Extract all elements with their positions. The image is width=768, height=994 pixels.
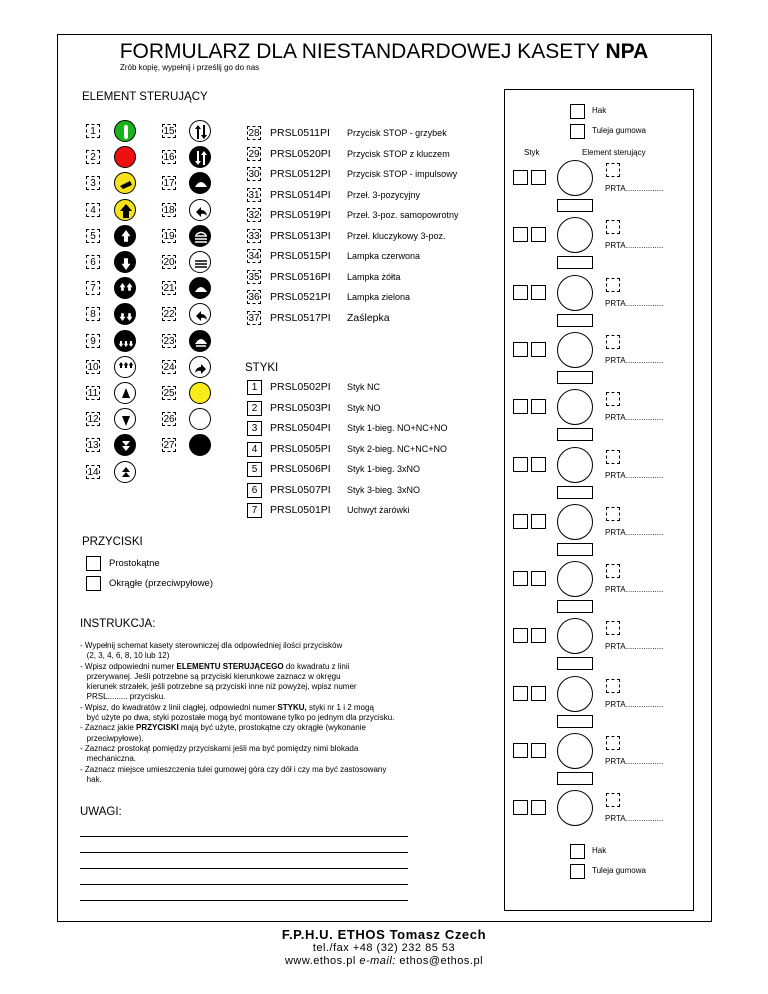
blokada-rect[interactable]: [557, 715, 593, 728]
footer-email[interactable]: ethos@ethos.pl: [399, 955, 484, 967]
element-number-slot[interactable]: [606, 507, 620, 521]
arrow-up-icon: [114, 225, 136, 247]
prta-label: PRTA.................: [605, 527, 664, 537]
styk-slot-box[interactable]: [531, 514, 546, 529]
uwagi-line[interactable]: [80, 836, 408, 837]
instrukcja-line: (2, 3, 4, 6, 8, 10 lub 12): [80, 651, 170, 661]
element-number-box[interactable]: 6: [86, 255, 100, 269]
element-number-box[interactable]: 20: [163, 257, 175, 268]
prta-label: PRTA.................: [605, 814, 664, 824]
element-slot-circle[interactable]: [557, 389, 593, 425]
styk-code: PRSL0505PI: [270, 442, 331, 455]
arrow-up-outline-icon: [114, 382, 136, 404]
element-number-box[interactable]: 8: [86, 307, 100, 321]
styk-code: PRSL0504PI: [270, 422, 331, 434]
prta-label: PRTA.................: [605, 470, 664, 480]
styk-number-box[interactable]: 1: [247, 380, 262, 395]
styk-slot-box[interactable]: [513, 628, 528, 643]
styk-code: PRSL0503PI: [270, 401, 331, 414]
mushroom-icon: [189, 172, 211, 194]
hak-top-checkbox[interactable]: [570, 104, 585, 119]
blokada-rect[interactable]: [557, 600, 593, 613]
element-slot-circle[interactable]: [557, 332, 593, 368]
styk-slot-box[interactable]: [513, 342, 528, 357]
footer-phone: tel./fax +48 (32) 232 85 53: [312, 942, 456, 954]
product-number-box[interactable]: 29: [248, 148, 260, 160]
blokada-rect[interactable]: [557, 772, 593, 785]
form-subtitle: Zrób kopię, wypełnij i prześlij go do nas: [120, 63, 260, 72]
product-number-box[interactable]: 37: [248, 312, 260, 324]
styk-slot-box[interactable]: [531, 686, 546, 701]
product-code: PRSL0516PI: [270, 270, 331, 283]
uwagi-line[interactable]: [80, 884, 408, 885]
hak-bottom-label: Hak: [592, 846, 607, 855]
element-number-slot[interactable]: [606, 220, 620, 234]
product-desc: Lampka zielona: [347, 292, 411, 302]
styk-number-box[interactable]: 4: [247, 442, 262, 457]
tuleja-bottom-checkbox[interactable]: [570, 864, 585, 879]
form-title: FORMULARZ DLA NIESTANDARDOWEJ KASETY NPA: [119, 40, 649, 63]
element-number-slot[interactable]: [606, 163, 620, 177]
element-slot-circle[interactable]: [557, 676, 593, 712]
mushroom-arrow-left-icon: [189, 330, 211, 352]
element-number-box[interactable]: 10: [87, 361, 99, 373]
element-number-box[interactable]: 25: [163, 388, 175, 399]
arrow-down-outline-icon: [114, 408, 136, 430]
styk-slot-box[interactable]: [513, 571, 528, 586]
element-number-box[interactable]: 16: [163, 152, 175, 164]
prta-label: PRTA.................: [605, 642, 664, 652]
blokada-rect[interactable]: [557, 657, 593, 670]
hak-top-label: Hak: [592, 106, 607, 115]
blokada-rect[interactable]: [557, 428, 593, 441]
instrukcja-line: - Wpisz odpowiedni numer ELEMENTU STERUJĄCEGO do kwadratu z linii: [80, 661, 350, 671]
element-column-label: Element sterujący: [582, 148, 646, 157]
element-number-slot[interactable]: [606, 450, 620, 464]
instrukcja-line: hak.: [80, 774, 102, 784]
instrukcja-line: - Wpisz, do kwadratów z linii ciągłej, odpowiedni numer STYKU, styki nr 1 i 2 mogą: [80, 702, 374, 712]
styk-desc: Styk NC: [347, 382, 381, 392]
product-number-box[interactable]: 30: [248, 169, 260, 180]
element-number-box[interactable]: 15: [163, 126, 175, 137]
product-desc: Przycisk STOP z kluczem: [347, 148, 450, 159]
styk-desc: Styk 3-bieg. 3xNO: [347, 484, 421, 495]
styk-slot-box[interactable]: [531, 743, 546, 758]
element-number-box[interactable]: 3: [86, 176, 100, 190]
styk-slot-box[interactable]: [531, 628, 546, 643]
tuleja-top-label: Tuleja gumowa: [592, 126, 646, 135]
curved-arrow-right-icon: [189, 356, 211, 378]
product-desc: Przeł. kluczykowy 3-poz.: [347, 230, 446, 241]
product-number-box[interactable]: 36: [248, 292, 260, 303]
element-section-heading: ELEMENT STERUJĄCY: [82, 91, 208, 103]
styk-slot-box[interactable]: [513, 399, 528, 414]
element-number-box[interactable]: 19: [163, 230, 175, 242]
styk-code: PRSL0501PI: [270, 504, 331, 516]
element-number-slot[interactable]: [606, 564, 620, 578]
styk-desc: Styk NO: [347, 402, 381, 413]
element-number-box[interactable]: 7: [86, 281, 100, 295]
styk-slot-box[interactable]: [531, 170, 546, 185]
cassette-panel: [504, 89, 694, 911]
product-desc: Lampka żółta: [347, 271, 401, 282]
product-desc: Lampka czerwona: [347, 251, 421, 261]
styk-slot-box[interactable]: [513, 514, 528, 529]
uwagi-line[interactable]: [80, 868, 408, 869]
double-arrow-down-icon: [114, 303, 136, 325]
product-code: PRSL0521PI: [270, 291, 331, 303]
styk-slot-box[interactable]: [513, 227, 528, 242]
prta-label: PRTA.................: [605, 298, 664, 308]
footer-contact: [0, 955, 768, 967]
styk-number-box[interactable]: 7: [247, 503, 262, 518]
footer-web[interactable]: www.ethos.pl: [284, 955, 356, 967]
element-slot-circle[interactable]: [557, 561, 593, 597]
element-slot-circle[interactable]: [557, 160, 593, 196]
blokada-rect[interactable]: [557, 486, 593, 499]
instrukcja-line: - Wypełnij schemat kasety sterowniczej dla odpowiedniej ilości przycisków: [80, 641, 343, 650]
element-number-slot[interactable]: [606, 793, 620, 807]
product-number-box[interactable]: 35: [248, 271, 260, 283]
styk-slot-box[interactable]: [513, 457, 528, 472]
element-number-slot[interactable]: [606, 335, 620, 349]
element-number-box[interactable]: 26: [163, 414, 175, 426]
product-code: PRSL0515PI: [270, 250, 331, 262]
product-number-box[interactable]: 31: [248, 189, 260, 201]
instrukcja-line: przeciwpyłowe).: [80, 733, 144, 743]
element-number-box[interactable]: 14: [87, 466, 99, 478]
curved-arrow-left-icon: [189, 199, 211, 221]
styk-code: PRSL0506PI: [270, 463, 331, 475]
styki-heading: STYKI: [245, 362, 279, 374]
element-number-box[interactable]: 11: [87, 388, 99, 399]
element-number-box[interactable]: 9: [86, 334, 100, 348]
footer-company: F.P.H.U. ETHOS Tomasz Czech: [281, 927, 487, 942]
green-pill-icon: [114, 120, 136, 142]
instrukcja-line: być użyte po dwa, styki pozostałe mogą być montowane tylko po jednym dla przycisku.: [80, 713, 395, 723]
down-up-arrows-icon: [189, 146, 211, 168]
product-number-box[interactable]: 33: [248, 230, 260, 242]
element-number-box[interactable]: 13: [87, 440, 99, 452]
styk-slot-box[interactable]: [513, 170, 528, 185]
uwagi-heading: UWAGI:: [80, 806, 122, 818]
red-circle-icon: [114, 146, 136, 168]
product-desc: Przeł. 3-poz. samopowrotny: [347, 210, 459, 220]
selector-icon: [189, 225, 211, 247]
blokada-rect[interactable]: [557, 256, 593, 269]
element-number-slot[interactable]: [606, 679, 620, 693]
styk-slot-box[interactable]: [531, 571, 546, 586]
arrow-down-icon: [114, 251, 136, 273]
element-number-box[interactable]: 5: [86, 229, 100, 243]
blokada-rect[interactable]: [557, 371, 593, 384]
styk-desc: Styk 2-bieg. NC+NC+NO: [347, 443, 448, 454]
blokada-rect[interactable]: [557, 543, 593, 556]
instrukcja-line: - Zaznacz prostokąt pomiędzy przyciskami jeśli ma być pomiędzy nimi blokada: [80, 743, 359, 753]
styk-slot-box[interactable]: [513, 743, 528, 758]
product-desc: Przeł. 3-pozycyjny: [347, 189, 421, 200]
styk-desc: Styk 1-bieg. 3xNO: [347, 464, 421, 474]
double-arrow-up-icon: [114, 277, 136, 299]
instrukcja-line: przerywanej. Jeśli potrzebne są przyciski kierunkowe zaznacz w okręgu: [80, 671, 341, 681]
prta-label: PRTA.................: [605, 355, 664, 365]
okragle-checkbox[interactable]: [86, 576, 101, 591]
mushroom-arrow-icon: [189, 277, 211, 299]
styk-code: PRSL0507PI: [270, 483, 331, 496]
element-number-box[interactable]: 23: [163, 335, 175, 347]
styk-desc: Styk 1-bieg. NO+NC+NO: [347, 423, 448, 433]
przyciski-heading: PRZYCISKI: [82, 536, 143, 548]
hak-bottom-checkbox[interactable]: [570, 844, 585, 859]
prta-label: PRTA.................: [605, 757, 664, 766]
prta-label: PRTA.................: [605, 184, 664, 193]
styk-slot-box[interactable]: [531, 800, 546, 815]
yellow-lamp-icon: [189, 382, 211, 404]
uwagi-line[interactable]: [80, 852, 408, 853]
element-slot-circle[interactable]: [557, 447, 593, 483]
black-lamp-icon: [189, 434, 211, 456]
element-number-box[interactable]: 18: [163, 204, 175, 216]
prta-label: PRTA.................: [605, 699, 664, 709]
prta-label: PRTA.................: [605, 241, 664, 251]
instrukcja-line: - Zaznacz miejsce umieszczenia tulei gumowej góra czy dół i czy ma być zastosowany: [80, 764, 387, 774]
element-number-box[interactable]: 1: [86, 124, 100, 138]
instrukcja-heading: INSTRUKCJA:: [80, 618, 156, 630]
styk-slot-box[interactable]: [531, 285, 546, 300]
double-chevron-down-icon: [114, 434, 136, 456]
instrukcja-line: kierunek strzałek, jeśli potrzebne są przyciski inne niż powyżej, wpisz numer: [80, 682, 357, 692]
styk-slot-box[interactable]: [531, 399, 546, 414]
okragle-label: Okrągłe (przeciwpyłowe): [109, 578, 214, 589]
product-code: PRSL0517PI: [270, 311, 331, 324]
product-number-box[interactable]: 34: [248, 251, 260, 262]
blokada-rect[interactable]: [557, 314, 593, 327]
instrukcja-text: [80, 641, 480, 785]
styk-column-label: Styk: [524, 148, 540, 157]
selector-arrows-icon: [189, 251, 211, 273]
element-number-slot[interactable]: [606, 278, 620, 292]
tuleja-top-checkbox[interactable]: [570, 124, 585, 139]
instrukcja-line: - Zaznacz jakie PRZYCISKI mają być użyte, prostokątne czy okrągłe (wykonanie: [80, 723, 366, 733]
styk-code: PRSL0502PI: [270, 381, 331, 393]
element-number-box[interactable]: 4: [86, 203, 100, 217]
element-number-box[interactable]: 17: [163, 178, 175, 190]
uwagi-line[interactable]: [80, 900, 408, 901]
product-code: PRSL0514PI: [270, 188, 331, 201]
product-desc: Przycisk STOP - grzybek: [347, 128, 447, 138]
styk-number-box[interactable]: 5: [247, 462, 262, 477]
instrukcja-line: mechaniczna.: [80, 754, 137, 764]
styk-slot-box[interactable]: [513, 686, 528, 701]
prostokatne-label: Prostokątne: [109, 558, 160, 569]
styk-number-box[interactable]: 3: [247, 421, 262, 436]
product-code: PRSL0520PI: [270, 147, 331, 160]
instrukcja-line: PRSL......... przycisku.: [80, 692, 166, 702]
triple-arrow-down-icon: [114, 330, 136, 352]
prostokatne-checkbox[interactable]: [86, 556, 101, 571]
element-number-box[interactable]: 21: [163, 283, 175, 295]
styk-number-box[interactable]: 2: [247, 401, 262, 416]
element-slot-circle[interactable]: [557, 733, 593, 769]
element-number-box[interactable]: 27: [163, 440, 175, 452]
element-slot-circle[interactable]: [557, 504, 593, 540]
product-number-box[interactable]: 28: [248, 128, 260, 139]
prta-label: PRTA.................: [605, 413, 664, 423]
arrow-up-yellow-icon: [114, 199, 136, 221]
element-number-box[interactable]: 12: [87, 414, 99, 426]
prta-label: PRTA.................: [605, 585, 664, 595]
styk-slot-box[interactable]: [513, 800, 528, 815]
element-number-box[interactable]: 22: [163, 309, 175, 321]
triple-arrow-up-icon: [114, 356, 136, 378]
blokada-rect[interactable]: [557, 199, 593, 212]
styk-slot-box[interactable]: [531, 227, 546, 242]
product-code: PRSL0519PI: [270, 209, 331, 221]
element-number-box[interactable]: 2: [86, 150, 100, 164]
up-down-arrows-icon: [189, 120, 211, 142]
tuleja-bottom-label: Tuleja gumowa: [592, 866, 646, 875]
product-desc: Zaślepka: [347, 311, 390, 324]
product-code: PRSL0513PI: [270, 229, 331, 242]
key-yellow-icon: [114, 172, 136, 194]
element-number-slot[interactable]: [606, 736, 620, 750]
white-lamp-icon: [189, 408, 211, 430]
curved-arrow-outline-icon: [189, 303, 211, 325]
double-chevron-up-icon: [114, 461, 136, 483]
product-desc: Przycisk STOP - impulsowy: [347, 169, 458, 179]
element-slot-circle[interactable]: [557, 275, 593, 311]
styk-slot-box[interactable]: [531, 457, 546, 472]
styk-slot-box[interactable]: [513, 285, 528, 300]
styk-desc: Uchwyt żarówki: [347, 505, 410, 515]
footer-email-label: e-mail:: [359, 955, 396, 967]
element-number-box[interactable]: 24: [163, 361, 175, 373]
element-number-slot[interactable]: [606, 392, 620, 406]
product-number-box[interactable]: 32: [248, 210, 260, 221]
styk-number-box[interactable]: 6: [247, 483, 262, 498]
product-code: PRSL0511PI: [270, 127, 330, 139]
product-code: PRSL0512PI: [270, 168, 331, 180]
styk-slot-box[interactable]: [531, 342, 546, 357]
element-number-slot[interactable]: [606, 621, 620, 635]
